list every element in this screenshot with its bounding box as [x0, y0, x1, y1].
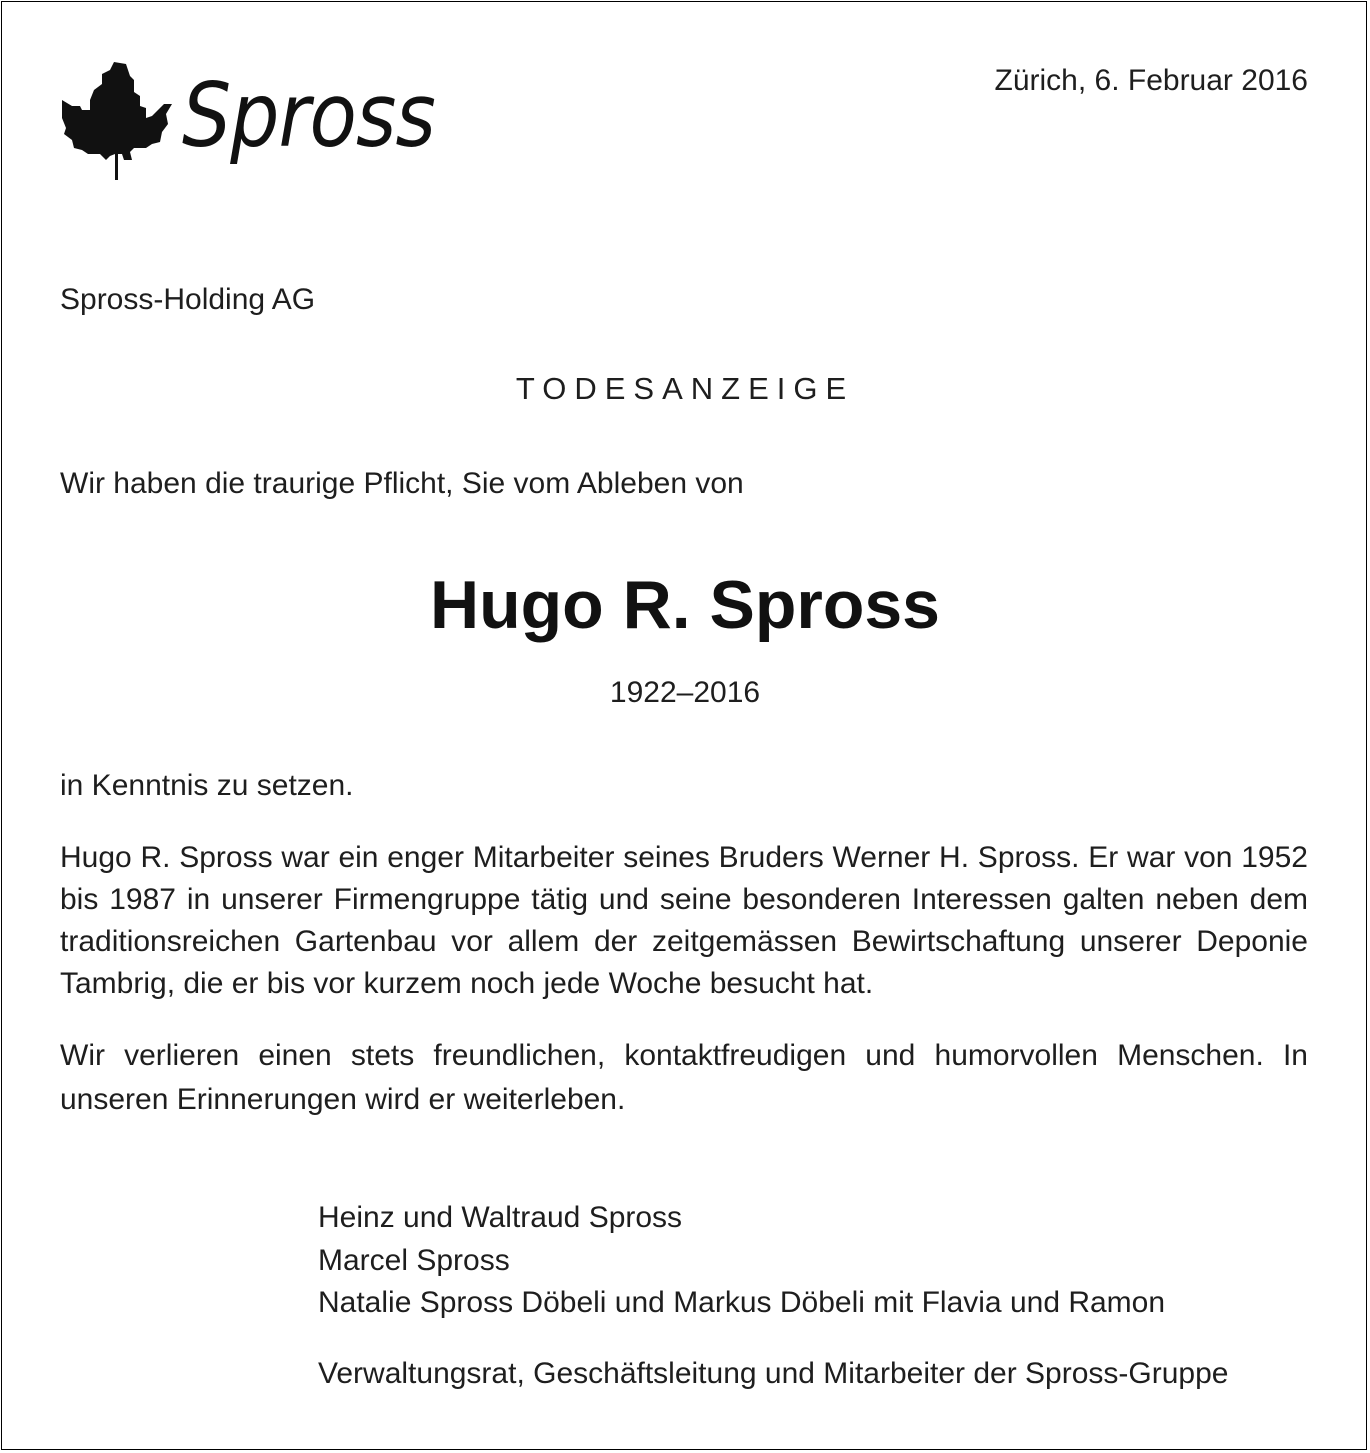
maple-leaf-icon [60, 62, 180, 182]
logo-text: Spross [182, 64, 435, 167]
signature-line: Natalie Spross Döbeli und Markus Döbeli mit Flavia und Ramon [318, 1286, 1166, 1319]
date: Zürich, 6. Februar 2016 [994, 64, 1308, 97]
signature-line: Marcel Spross [318, 1244, 510, 1277]
notice-heading: TODESANZEIGE [515, 371, 855, 406]
intro-text: Wir haben die traurige Pflicht, Sie vom Ableben von [60, 467, 744, 500]
signature-group: Verwaltungsrat, Geschäftsleitung und Mitarbeiter der Spross-Gruppe [318, 1357, 1229, 1390]
intro-end-text: in Kenntnis zu setzen. [60, 769, 354, 802]
page-border [1, 1, 1367, 1450]
life-years: 1922–2016 [609, 676, 761, 709]
spross-logo [60, 62, 440, 182]
signature-line: Heinz und Waltraud Spross [318, 1201, 683, 1234]
deceased-name: Hugo R. Spross [429, 567, 941, 643]
paragraph: Wir verlieren einen stets freundlichen, kontaktfreudigen und humorvollen Menschen. In unseren Erinnerungen wird er weiterleben. [60, 1039, 1308, 1116]
company-name: Spross-Holding AG [60, 283, 316, 316]
paragraph: Hugo R. Spross war ein enger Mitarbeiter seines Bruders Werner H. Spross. Er war von 1952 bis 1987 in unserer Firmengruppe tätig und seine besonderen Interessen galten neben dem traditionsreichen Gartenbau vor allem der zeitgemässen Bewirtschaftung unserer Deponie Tambrig, die er bis vor kurzem noch jede Woche besucht hat. [60, 841, 1308, 1000]
